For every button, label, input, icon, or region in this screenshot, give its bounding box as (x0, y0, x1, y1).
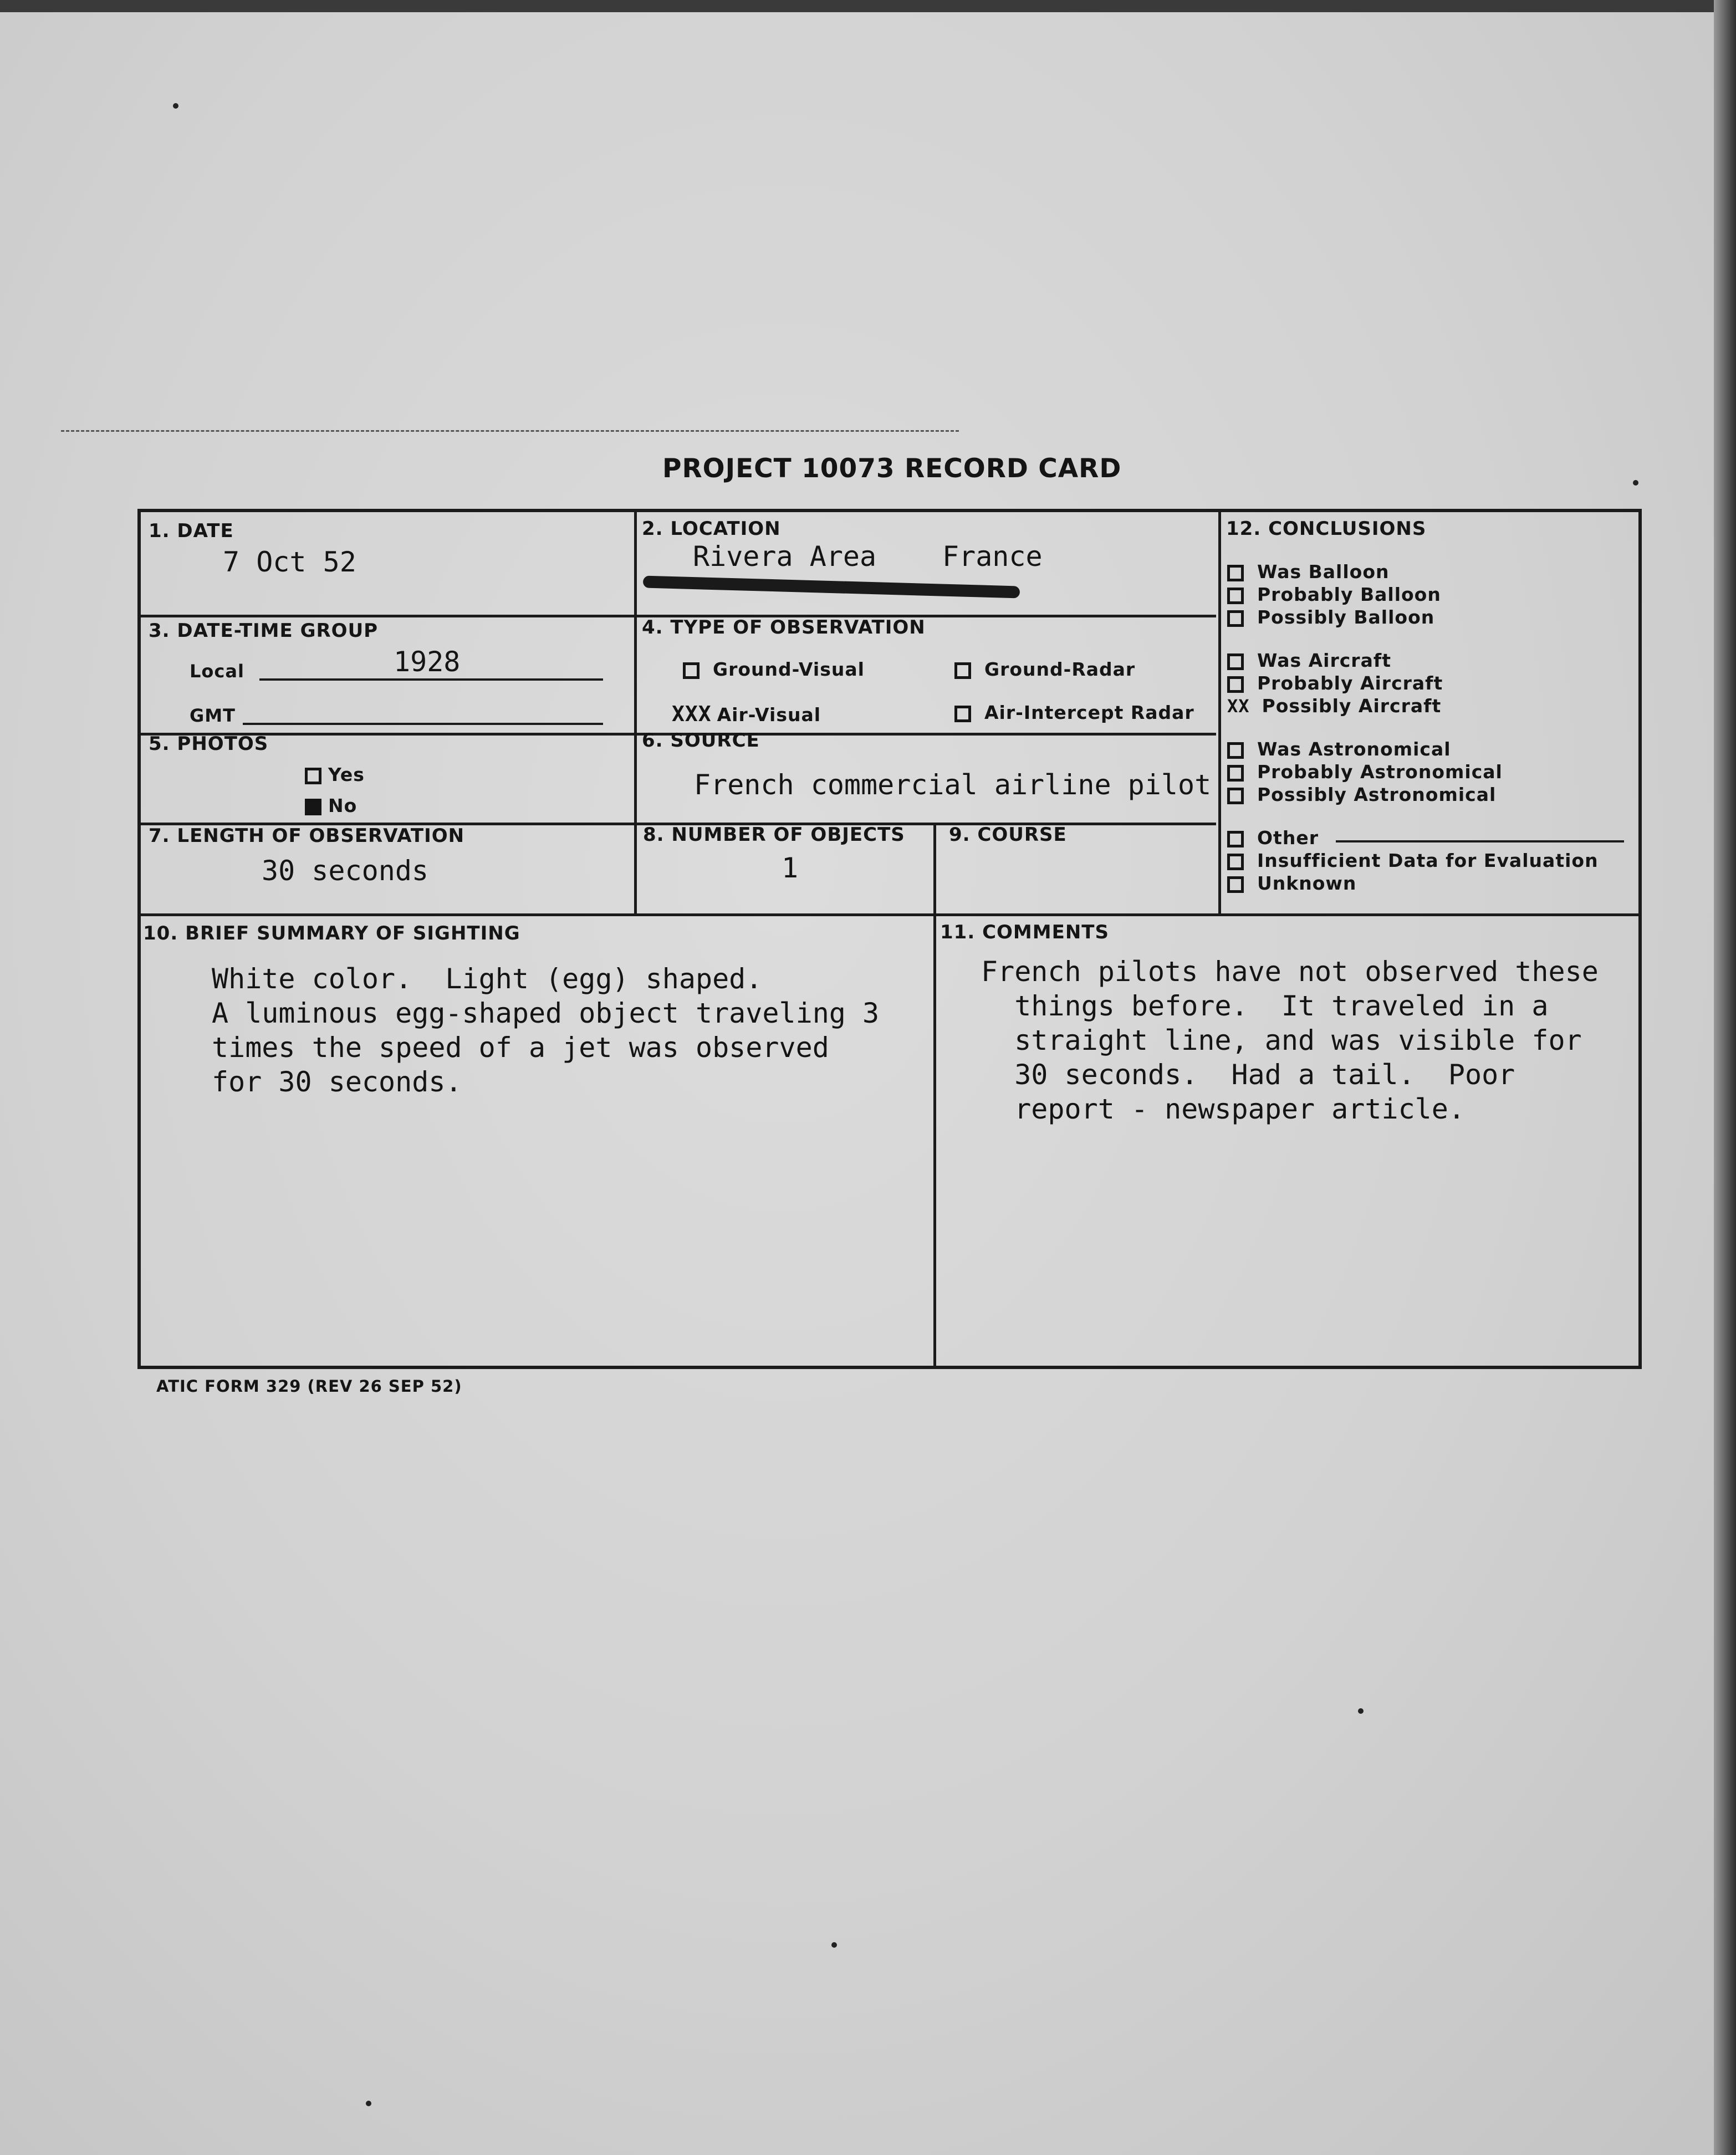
conclusion-was-astronomical[interactable]: Was Astronomical (1227, 738, 1451, 760)
type-of-observation-label: 4. TYPE OF OBSERVATION (642, 616, 926, 639)
comment-line: French pilots have not observed these (981, 956, 1599, 988)
fold-line (61, 430, 959, 432)
checkbox-icon (305, 768, 321, 784)
conclusion-probably-aircraft[interactable]: Probably Aircraft (1227, 672, 1443, 694)
photos-no[interactable]: No (305, 795, 357, 816)
brief-summary-label: 10. BRIEF SUMMARY OF SIGHTING (143, 922, 520, 944)
conclusions-label: 12. CONCLUSIONS (1226, 518, 1427, 540)
conclusion-possibly-balloon[interactable]: Possibly Balloon (1227, 606, 1434, 628)
typed-check-mark: XX (1227, 696, 1250, 717)
rule-col-conclusions (1218, 512, 1221, 916)
length-of-observation-label: 7. LENGTH OF OBSERVATION (149, 825, 465, 847)
typed-check-mark: XXX (672, 702, 712, 726)
checkbox-icon (1227, 610, 1244, 627)
form-id: ATIC FORM 329 (REV 26 SEP 52) (156, 1377, 462, 1396)
conclusion-was-aircraft[interactable]: Was Aircraft (1227, 650, 1391, 671)
source-value: French commercial airline pilot (694, 769, 1212, 801)
scan-speck (1358, 1708, 1364, 1714)
summary-line: times the speed of a jet was observed (212, 1031, 829, 1064)
local-label: Local (190, 661, 244, 682)
scan-speck (366, 2101, 371, 2106)
checkbox-icon (1227, 831, 1244, 847)
number-of-objects-value: 1 (782, 852, 799, 884)
comments-label: 11. COMMENTS (940, 921, 1109, 943)
scan-speck (831, 1942, 837, 1948)
brief-summary-text (212, 962, 879, 1099)
conclusion-insufficient-data[interactable]: Insufficient Data for Evaluation (1227, 850, 1599, 871)
gmt-underline (243, 723, 603, 725)
local-value: 1928 (394, 646, 461, 678)
obs-ground-visual[interactable]: Ground-Visual (683, 658, 865, 680)
checkbox-icon (1227, 676, 1244, 693)
comment-line: things before. It traveled in a (981, 990, 1549, 1022)
other-underline (1336, 840, 1624, 842)
conclusion-was-balloon[interactable]: Was Balloon (1227, 561, 1390, 583)
location-value: Rivera Area (693, 540, 877, 573)
comments-text (981, 954, 1599, 1126)
obs-ground-radar[interactable]: Ground-Radar (954, 658, 1135, 680)
rule-col-course (933, 823, 936, 913)
checkbox-icon (1227, 788, 1244, 804)
conclusion-probably-balloon[interactable]: Probably Balloon (1227, 584, 1441, 605)
checkbox-icon (954, 662, 971, 679)
number-of-objects-label: 8. NUMBER OF OBJECTS (643, 824, 905, 846)
obs-air-visual[interactable]: XXX Air-Visual (672, 702, 821, 726)
gmt-label: GMT (190, 705, 236, 726)
rule-col1 (634, 512, 637, 913)
comment-line: report - newspaper article. (981, 1093, 1465, 1125)
checkbox-icon (1227, 588, 1244, 604)
summary-line: for 30 seconds. (212, 1066, 462, 1098)
conclusion-probably-astronomical[interactable]: Probably Astronomical (1227, 761, 1503, 783)
photos-yes[interactable]: Yes (305, 764, 365, 785)
conclusion-possibly-aircraft[interactable]: XX Possibly Aircraft (1227, 695, 1442, 717)
summary-line: A luminous egg-shaped object traveling 3 (212, 997, 880, 1029)
scan-speck (1633, 480, 1638, 486)
rule-col-comments (933, 913, 936, 1367)
length-of-observation-value: 30 seconds (262, 855, 429, 887)
obs-air-intercept-radar[interactable]: Air-Intercept Radar (954, 702, 1194, 723)
scan-top-edge (0, 0, 1736, 12)
summary-line: White color. Light (egg) shaped. (212, 963, 763, 995)
checkbox-icon (1227, 653, 1244, 670)
conclusion-unknown[interactable]: Unknown (1227, 872, 1356, 894)
course-label: 9. COURSE (949, 824, 1067, 846)
rule-row4 (141, 913, 1640, 916)
photos-label: 5. PHOTOS (149, 733, 269, 755)
location-country: France (942, 540, 1043, 573)
checkbox-icon (1227, 765, 1244, 782)
local-underline (259, 678, 603, 681)
checkbox-icon (1227, 565, 1244, 581)
checked-box-icon (305, 799, 321, 815)
comment-line: 30 seconds. Had a tail. Poor (981, 1059, 1515, 1091)
date-value: 7 Oct 52 (223, 546, 356, 578)
card-title: PROJECT 10073 RECORD CARD (662, 453, 1122, 484)
comment-line: straight line, and was visible for (981, 1024, 1582, 1056)
scan-right-edge (1714, 0, 1736, 2155)
checkbox-icon (1227, 876, 1244, 893)
checkbox-icon (683, 662, 699, 679)
scan-speck (173, 103, 178, 109)
location-label: 2. LOCATION (642, 518, 781, 540)
checkbox-icon (954, 706, 971, 722)
conclusion-other[interactable]: Other (1227, 827, 1319, 849)
date-time-group-label: 3. DATE-TIME GROUP (149, 620, 379, 642)
checkbox-icon (1227, 854, 1244, 870)
date-label: 1. DATE (149, 520, 234, 542)
conclusion-possibly-astronomical[interactable]: Possibly Astronomical (1227, 784, 1496, 805)
checkbox-icon (1227, 742, 1244, 759)
source-label: 6. SOURCE (642, 729, 760, 752)
